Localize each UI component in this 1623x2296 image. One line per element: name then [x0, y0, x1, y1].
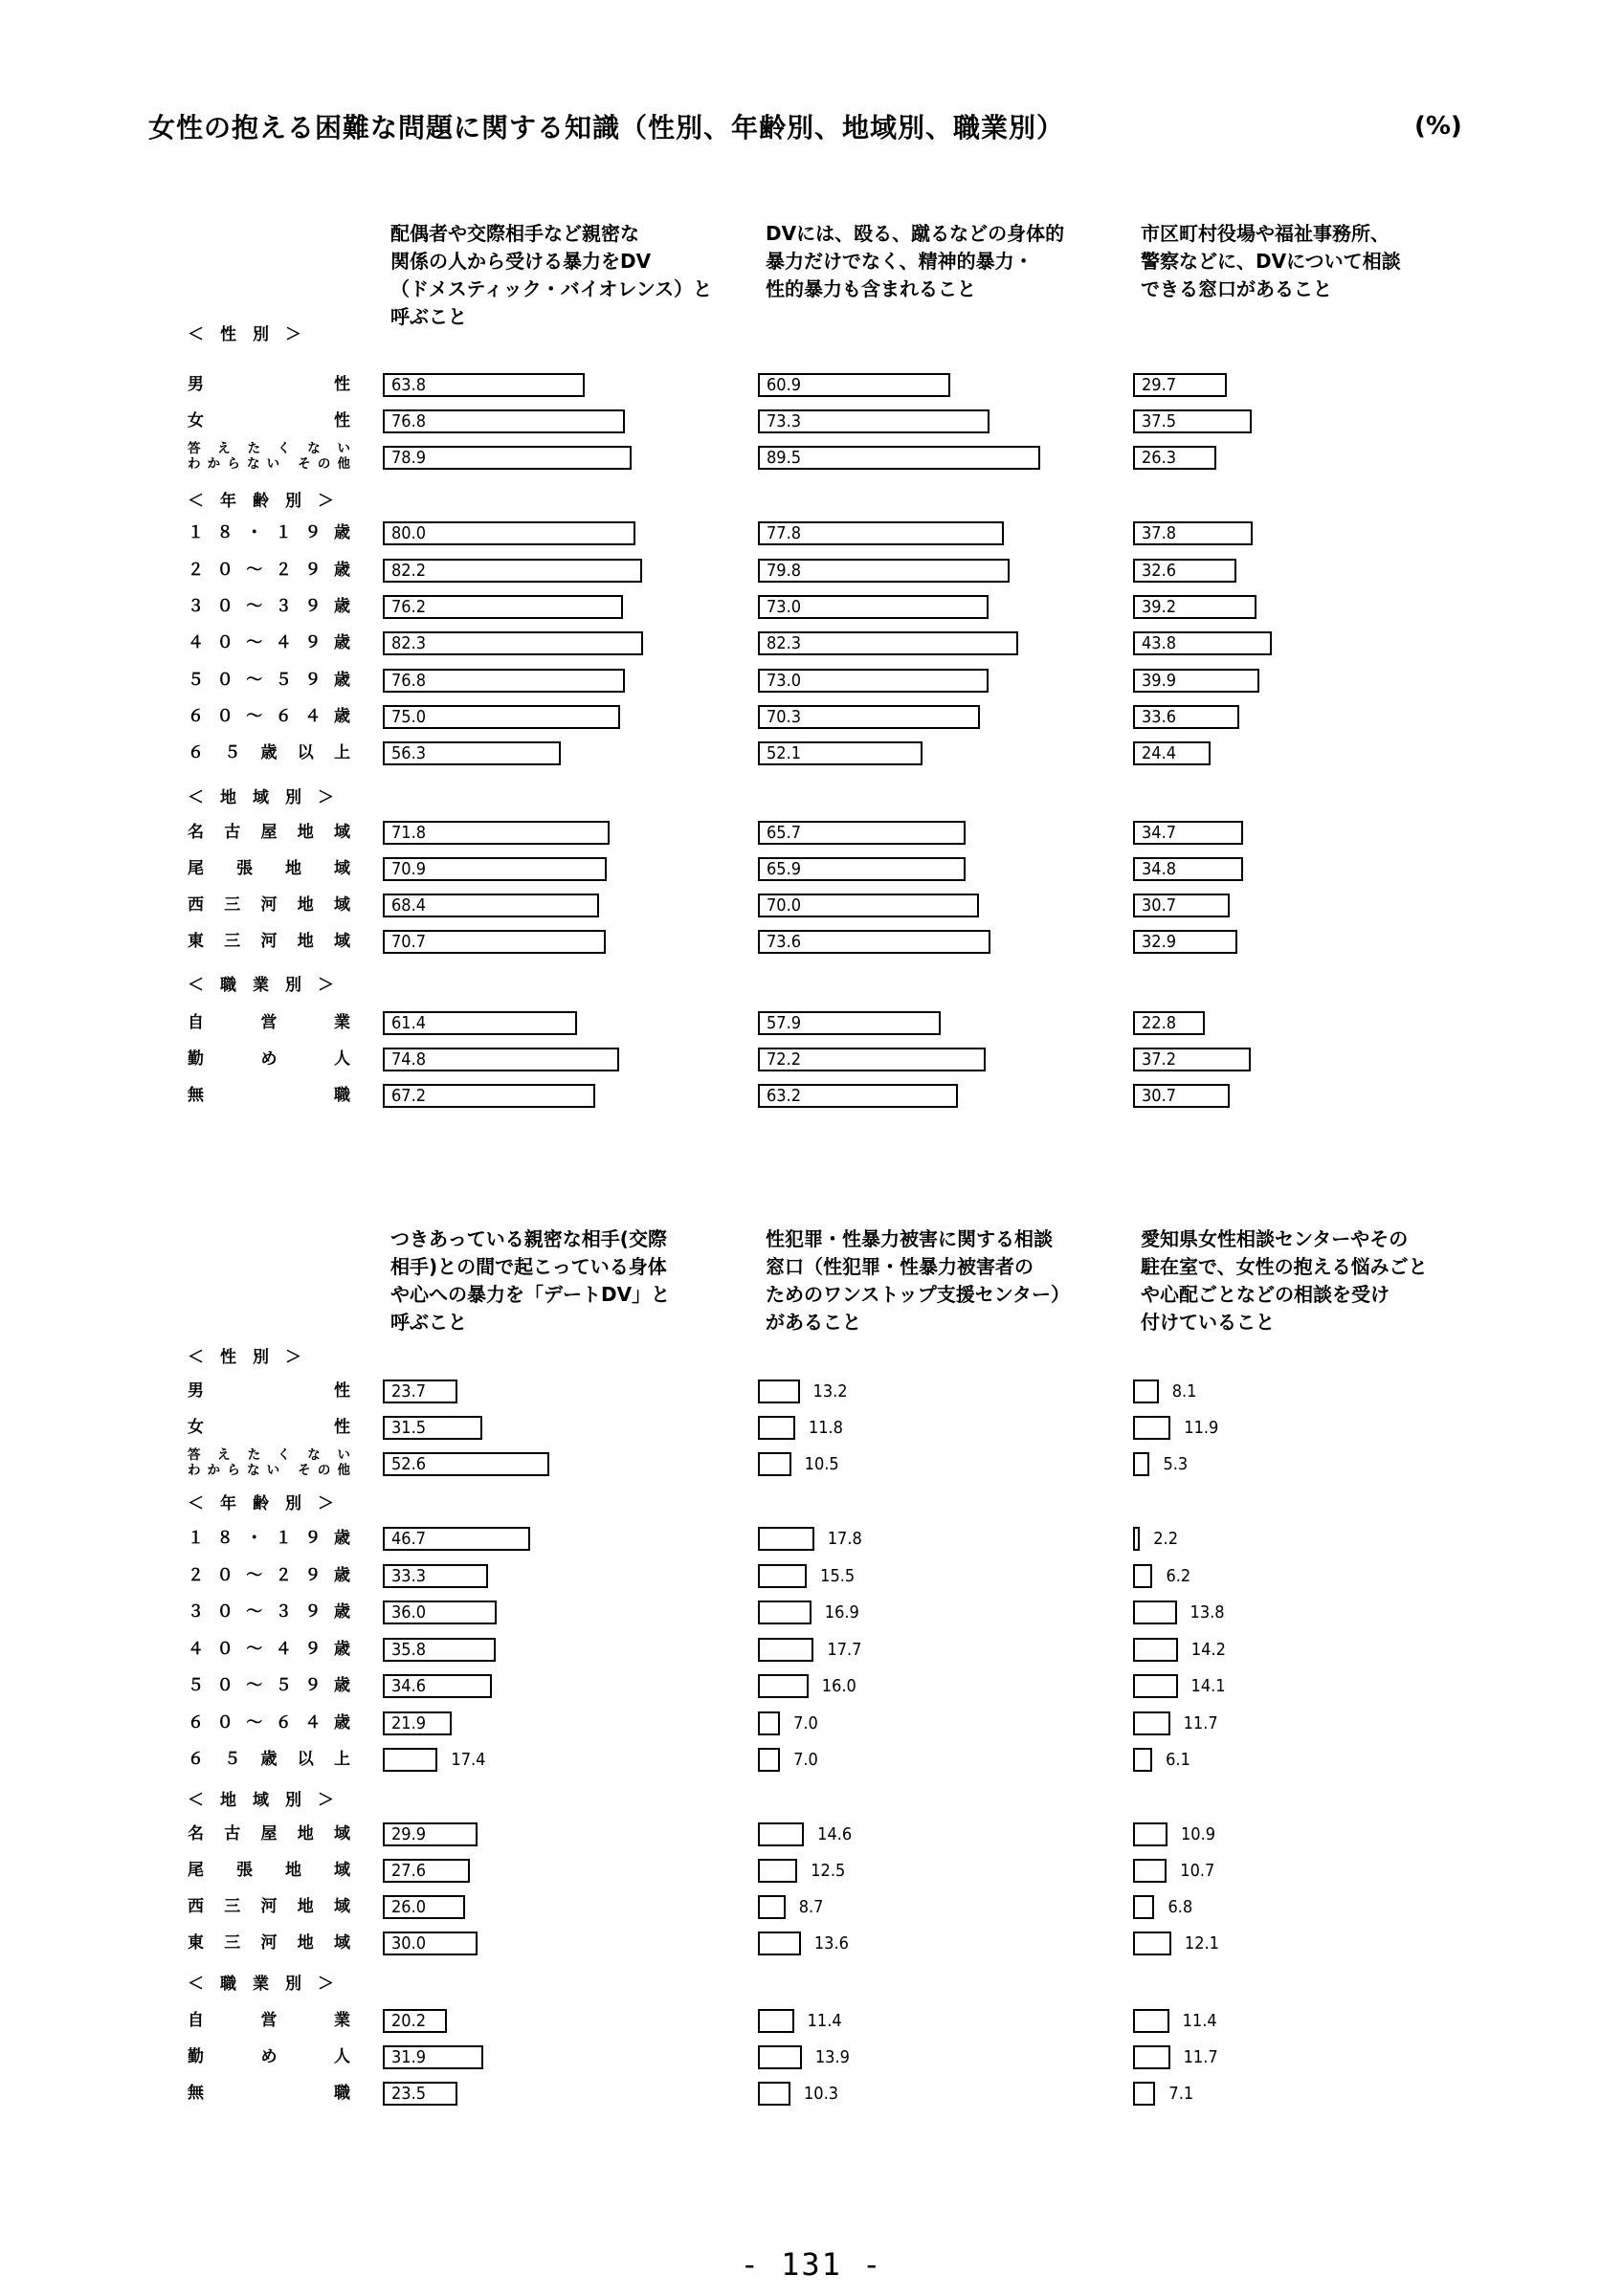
row-label: 自 営 業: [188, 1013, 350, 1032]
data-label: 11.4: [1182, 2011, 1217, 2031]
data-label: 31.9: [391, 2047, 427, 2067]
data-label: 17.8: [827, 1529, 862, 1549]
data-label: 6.1: [1166, 1750, 1190, 1770]
group-header: ＜ 性 別 ＞: [188, 325, 301, 344]
data-label: 80.0: [391, 523, 427, 543]
data-label: 2.2: [1153, 1529, 1178, 1549]
data-label: 33.3: [391, 1566, 427, 1586]
data-label: 30.7: [1142, 1086, 1177, 1106]
data-label: 14.6: [817, 1824, 853, 1844]
data-label: 65.9: [767, 859, 802, 879]
row-label: ６５歳以上: [188, 1750, 350, 1769]
data-label: 7.0: [793, 1750, 818, 1770]
data-label: 6.2: [1166, 1566, 1191, 1586]
group-header: ＜ 年 齢 別 ＞: [188, 1494, 334, 1513]
data-label: 26.0: [391, 1897, 427, 1917]
data-label: 70.9: [391, 859, 427, 879]
row-label: 名古屋地域: [188, 823, 350, 842]
data-label: 63.2: [767, 1086, 802, 1106]
row-label: ２０～２９歳: [188, 561, 350, 580]
data-label: 13.8: [1189, 1602, 1225, 1623]
data-label: 13.6: [813, 1933, 849, 1954]
data-label: 70.0: [767, 895, 802, 916]
row-label: ６０～６４歳: [188, 707, 350, 726]
data-label: 34.6: [391, 1676, 427, 1696]
page-title: 女性の抱える困難な問題に関する知識（性別、年齢別、地域別、職業別）: [148, 112, 1065, 144]
data-label: 23.5: [391, 2084, 427, 2104]
group-header: ＜ 職 業 別 ＞: [188, 976, 334, 995]
row-label: 西三河地域: [188, 1897, 350, 1916]
data-label: 73.3: [767, 411, 802, 431]
data-label: 43.8: [1142, 633, 1177, 653]
bar: [758, 2045, 802, 2069]
bar: [758, 1711, 780, 1735]
data-label: 77.8: [767, 523, 802, 543]
bar: [758, 1527, 814, 1551]
data-label: 10.5: [804, 1454, 839, 1474]
data-label: 12.1: [1184, 1933, 1219, 1954]
data-label: 35.8: [391, 1640, 427, 1660]
row-label: ５０～５９歳: [188, 1676, 350, 1695]
data-label: 10.9: [1180, 1824, 1216, 1844]
row-label: ４０～４９歳: [188, 633, 350, 652]
data-label: 52.1: [767, 743, 802, 763]
data-label: 39.9: [1142, 671, 1177, 691]
data-label: 21.9: [391, 1713, 427, 1733]
bar: [1133, 1895, 1154, 1919]
data-label: 76.8: [391, 671, 427, 691]
page-number: - 131 -: [740, 2246, 883, 2283]
data-label: 11.9: [1184, 1418, 1219, 1438]
data-label: 56.3: [391, 743, 427, 763]
bar: [758, 1932, 801, 1955]
data-label: 13.2: [812, 1381, 848, 1402]
data-label: 73.6: [767, 932, 802, 952]
data-label: 30.0: [391, 1933, 427, 1954]
data-label: 70.3: [767, 707, 802, 727]
bar: [758, 1601, 812, 1624]
row-label: 自 営 業: [188, 2011, 350, 2030]
row-label: 勤 め 人: [188, 2047, 350, 2066]
data-label: 17.7: [827, 1640, 862, 1660]
data-label: 75.0: [391, 707, 427, 727]
row-label: ２０～２９歳: [188, 1566, 350, 1585]
row-label: 東三河地域: [188, 932, 350, 951]
data-label: 63.8: [391, 375, 427, 395]
row-label: 西三河地域: [188, 895, 350, 915]
row-label: ４０～４９歳: [188, 1640, 350, 1659]
data-label: 52.6: [391, 1454, 427, 1474]
row-label: 男 性: [188, 375, 350, 394]
data-label: 73.0: [767, 671, 802, 691]
bar: [1133, 1674, 1178, 1698]
bar: [383, 1748, 437, 1772]
bar: [1133, 1711, 1170, 1735]
data-label: 79.8: [767, 561, 802, 581]
data-label: 11.7: [1183, 2047, 1218, 2067]
bar: [758, 1564, 807, 1588]
bar: [1133, 2082, 1155, 2106]
bar: [758, 1748, 780, 1772]
data-label: 76.8: [391, 411, 427, 431]
data-label: 68.4: [391, 895, 427, 916]
data-label: 16.0: [821, 1676, 856, 1696]
row-label: 男 性: [188, 1381, 350, 1401]
data-label: 5.3: [1163, 1454, 1189, 1474]
data-label: 8.1: [1171, 1381, 1197, 1402]
data-label: 17.4: [451, 1750, 486, 1770]
data-label: 70.7: [391, 932, 427, 952]
row-label: 女 性: [188, 1418, 350, 1437]
bar: [1133, 1564, 1152, 1588]
group-header: ＜ 性 別 ＞: [188, 1348, 301, 1367]
bar: [758, 1380, 800, 1403]
data-label: 27.6: [391, 1861, 427, 1881]
data-label: 11.7: [1183, 1713, 1218, 1733]
bar: [758, 1416, 795, 1440]
row-label: 答えたくない わからない その他: [188, 1447, 350, 1478]
data-label: 32.9: [1142, 932, 1177, 952]
bar: [1133, 1380, 1159, 1403]
data-label: 78.9: [391, 448, 427, 468]
bar: [1133, 1748, 1152, 1772]
group-header: ＜ 地 域 別 ＞: [188, 788, 334, 807]
data-label: 37.2: [1142, 1049, 1177, 1070]
bar: [1133, 1822, 1167, 1846]
data-label: 82.2: [391, 561, 427, 581]
data-label: 14.1: [1190, 1676, 1226, 1696]
bar: [758, 1452, 791, 1476]
bar: [1133, 2009, 1169, 2033]
bar: [1133, 1638, 1178, 1662]
data-label: 74.8: [391, 1049, 427, 1070]
bar: [1133, 1601, 1177, 1624]
chart-title: 性犯罪・性暴力被害に関する相談 窓口（性犯罪・性暴力被害者の ためのワンストップ支援センター） があること: [766, 1227, 1070, 1334]
data-label: 36.0: [391, 1602, 427, 1623]
data-label: 60.9: [767, 375, 802, 395]
chart-title: 配偶者や交際相手など親密な 関係の人から受ける暴力をDV （ドメスティック・バイオレンス）と 呼ぶこと: [390, 222, 713, 328]
data-label: 37.8: [1142, 523, 1177, 543]
data-label: 76.2: [391, 597, 427, 617]
data-label: 31.5: [391, 1418, 427, 1438]
row-label: 尾 張 地 域: [188, 859, 350, 878]
row-label: ３０～３９歳: [188, 597, 350, 616]
bar: [1133, 1527, 1140, 1551]
data-label: 57.9: [767, 1013, 802, 1033]
data-label: 15.5: [820, 1566, 856, 1586]
data-label: 7.0: [793, 1713, 818, 1733]
data-label: 14.2: [1190, 1640, 1226, 1660]
data-label: 33.6: [1142, 707, 1177, 727]
group-header: ＜ 年 齢 別 ＞: [188, 492, 334, 511]
data-label: 16.9: [824, 1602, 859, 1623]
data-label: 37.5: [1142, 411, 1177, 431]
row-label: 答えたくない わからない その他: [188, 441, 350, 472]
row-label: 女 性: [188, 411, 350, 430]
data-label: 26.3: [1142, 448, 1177, 468]
data-label: 10.7: [1180, 1861, 1215, 1881]
data-label: 13.9: [814, 2047, 850, 2067]
data-label: 20.2: [391, 2011, 427, 2031]
data-label: 82.3: [391, 633, 427, 653]
row-label: 東三河地域: [188, 1933, 350, 1953]
row-label: ６５歳以上: [188, 743, 350, 762]
row-label: 無 職: [188, 2084, 350, 2103]
data-label: 73.0: [767, 597, 802, 617]
bar: [758, 2009, 794, 2033]
bar: [758, 1895, 786, 1919]
unit-label: (%): [1414, 112, 1462, 141]
data-label: 34.7: [1142, 823, 1177, 843]
data-label: 8.7: [798, 1897, 824, 1917]
data-label: 6.8: [1167, 1897, 1193, 1917]
row-label: １８・１９歳: [188, 1529, 350, 1548]
data-label: 12.5: [811, 1861, 846, 1881]
data-label: 24.4: [1142, 743, 1177, 763]
data-label: 82.3: [767, 633, 802, 653]
bar: [758, 1859, 797, 1883]
data-label: 22.8: [1142, 1013, 1177, 1033]
row-label: ６０～６４歳: [188, 1713, 350, 1733]
data-label: 11.8: [808, 1418, 843, 1438]
data-label: 10.3: [803, 2084, 839, 2104]
data-label: 34.8: [1142, 859, 1177, 879]
bar: [758, 1638, 813, 1662]
row-label: 無 職: [188, 1086, 350, 1105]
bar: [758, 1822, 804, 1846]
data-label: 29.7: [1142, 375, 1177, 395]
row-label: 尾 張 地 域: [188, 1861, 350, 1880]
group-header: ＜ 職 業 別 ＞: [188, 1975, 334, 1994]
bar: [1133, 2045, 1170, 2069]
chart-title: 愛知県女性相談センターやその 駐在室で、女性の抱える悩みごと や心配ごとなどの相談を受け 付けていること: [1141, 1227, 1428, 1334]
data-label: 71.8: [391, 823, 427, 843]
data-label: 89.5: [767, 448, 802, 468]
chart-title: 市区町村役場や福祉事務所、 警察などに、DVについて相談 できる窓口があること: [1141, 222, 1401, 300]
row-label: ３０～３９歳: [188, 1602, 350, 1622]
data-label: 61.4: [391, 1013, 427, 1033]
chart-title: つきあっている親密な相手(交際 相手)との間で起こっている身体 や心への暴力を「デートDV」と 呼ぶこと: [390, 1227, 671, 1334]
data-label: 46.7: [391, 1529, 427, 1549]
row-label: １８・１９歳: [188, 523, 350, 542]
data-label: 29.9: [391, 1824, 427, 1844]
bar: [1133, 1859, 1167, 1883]
bar: [1133, 1416, 1170, 1440]
data-label: 72.2: [767, 1049, 802, 1070]
data-label: 30.7: [1142, 895, 1177, 916]
bar: [1133, 1932, 1171, 1955]
bar: [1133, 1452, 1149, 1476]
row-label: ５０～５９歳: [188, 671, 350, 690]
data-label: 65.7: [767, 823, 802, 843]
row-label: 勤 め 人: [188, 1049, 350, 1069]
data-label: 67.2: [391, 1086, 427, 1106]
data-label: 39.2: [1142, 597, 1177, 617]
data-label: 23.7: [391, 1381, 427, 1402]
data-label: 11.4: [807, 2011, 842, 2031]
group-header: ＜ 地 域 別 ＞: [188, 1791, 334, 1810]
data-label: 32.6: [1142, 561, 1177, 581]
bar: [758, 2082, 790, 2106]
row-label: 名古屋地域: [188, 1824, 350, 1843]
bar: [758, 1674, 809, 1698]
chart-title: DVには、殴る、蹴るなどの身体的 暴力だけでなく、精神的暴力・ 性的暴力も含まれること: [766, 222, 1065, 300]
data-label: 7.1: [1168, 2084, 1194, 2104]
